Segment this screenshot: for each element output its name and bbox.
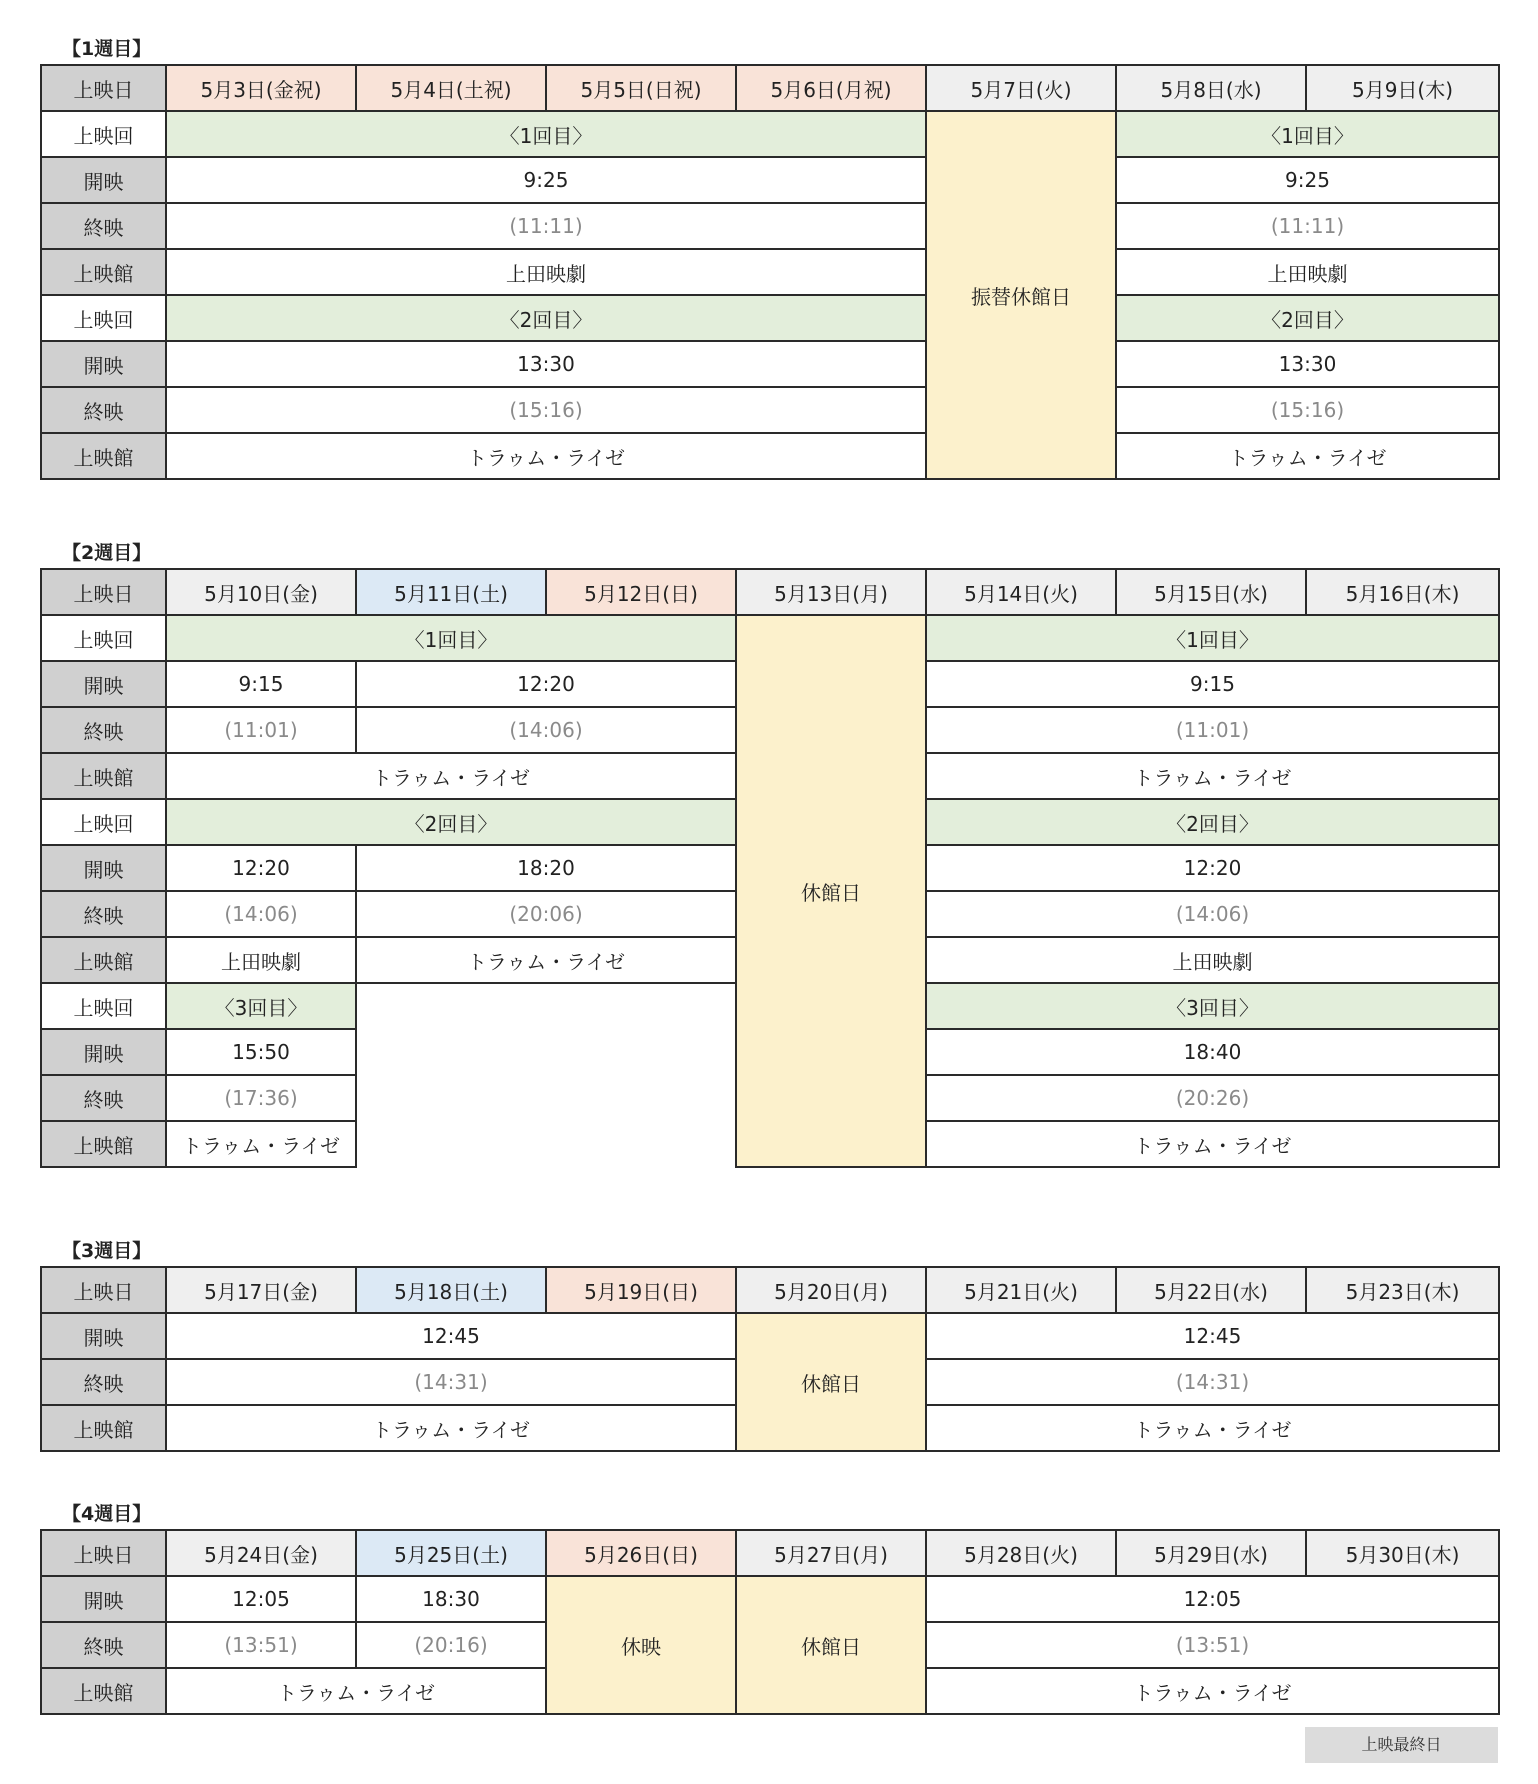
date-cell: 5月12日(日): [546, 569, 736, 615]
round-cell: 〈1回目〉: [926, 615, 1499, 661]
empty-cell: [356, 1029, 736, 1075]
start-time-cell: 18:30: [356, 1576, 546, 1622]
date-cell: 5月3日(金祝): [166, 65, 356, 111]
week1-date-row: [41, 65, 1499, 111]
no-show-cell: 休映: [546, 1576, 736, 1714]
date-cell: 5月17日(金): [166, 1267, 356, 1313]
date-cell: 5月27日(月): [736, 1530, 926, 1576]
venue-cell: トラゥム・ライゼ: [166, 1121, 356, 1167]
row-header-venue: 上映館: [41, 433, 166, 479]
venue-cell: トラゥム・ライゼ: [356, 937, 736, 983]
end-time-cell: (13:51): [926, 1622, 1499, 1668]
round-cell: 〈2回目〉: [926, 799, 1499, 845]
start-time-cell: 12:20: [356, 661, 736, 707]
row-header-end: 終映: [41, 1359, 166, 1405]
closed-day-cell: 休館日: [736, 1576, 926, 1714]
row-header-round: 上映回: [41, 295, 166, 341]
start-time-cell: 9:25: [166, 157, 926, 203]
start-time-cell: 9:15: [926, 661, 1499, 707]
row-header-end: 終映: [41, 203, 166, 249]
date-cell: 5月16日(木): [1306, 569, 1499, 615]
row-header-venue: 上映館: [41, 937, 166, 983]
date-cell: 5月22日(水): [1116, 1267, 1306, 1313]
round-cell: 〈3回目〉: [926, 983, 1499, 1029]
date-cell: 5月6日(月祝): [736, 65, 926, 111]
start-time-cell: 13:30: [1116, 341, 1499, 387]
row-header-venue: 上映館: [41, 249, 166, 295]
row-header-end: 終映: [41, 387, 166, 433]
start-time-cell: 12:20: [926, 845, 1499, 891]
date-cell: 5月13日(月): [736, 569, 926, 615]
week3-table: [40, 1266, 1500, 1452]
row-header-round: 上映回: [41, 615, 166, 661]
venue-cell: 上田映劇: [1116, 249, 1499, 295]
start-time-cell: 9:25: [1116, 157, 1499, 203]
week3-date-row: [41, 1267, 1499, 1313]
end-time-cell: (11:01): [166, 707, 356, 753]
date-cell: 5月23日(木): [1306, 1267, 1499, 1313]
start-time-cell: 12:45: [926, 1313, 1499, 1359]
row-header-venue: 上映館: [41, 753, 166, 799]
date-cell: 5月26日(日): [546, 1530, 736, 1576]
week4-table: [40, 1529, 1500, 1715]
week2-label: 【2週目】: [62, 542, 152, 564]
row-header-end: 終映: [41, 891, 166, 937]
row-header-start: 開映: [41, 341, 166, 387]
week2-date-row: [41, 569, 1499, 615]
last-day-legend: 上映最終日: [1305, 1727, 1498, 1763]
closed-day-cell: 休館日: [736, 1313, 926, 1451]
date-cell: 5月21日(火): [926, 1267, 1116, 1313]
venue-cell: トラゥム・ライゼ: [1116, 433, 1499, 479]
row-header-round: 上映回: [41, 111, 166, 157]
end-time-cell: (20:16): [356, 1622, 546, 1668]
venue-cell: トラゥム・ライゼ: [166, 1405, 736, 1451]
date-cell: 5月5日(日祝): [546, 65, 736, 111]
closed-day-cell: 振替休館日: [926, 111, 1116, 479]
round-cell: 〈1回目〉: [166, 615, 736, 661]
row-header-start: 開映: [41, 1313, 166, 1359]
row-header-venue: 上映館: [41, 1121, 166, 1167]
date-cell: 5月4日(土祝): [356, 65, 546, 111]
empty-cell: [356, 983, 736, 1029]
week1-label: 【1週目】: [62, 38, 152, 60]
date-cell: 5月19日(日): [546, 1267, 736, 1313]
end-time-cell: (11:11): [166, 203, 926, 249]
date-cell: 5月15日(水): [1116, 569, 1306, 615]
round-cell: 〈2回目〉: [166, 799, 736, 845]
round-cell: 〈2回目〉: [1116, 295, 1499, 341]
row-header-start: 開映: [41, 661, 166, 707]
row-header-date: 上映日: [41, 1530, 166, 1576]
empty-cell: [356, 1121, 736, 1167]
end-time-cell: (13:51): [166, 1622, 356, 1668]
venue-cell: トラゥム・ライゼ: [926, 753, 1499, 799]
week4-label: 【4週目】: [62, 1503, 152, 1525]
row-header-round: 上映回: [41, 799, 166, 845]
end-time-cell: (17:36): [166, 1075, 356, 1121]
date-cell: 5月29日(水): [1116, 1530, 1306, 1576]
end-time-cell: (14:06): [356, 707, 736, 753]
end-time-cell: (15:16): [166, 387, 926, 433]
venue-cell: トラゥム・ライゼ: [166, 753, 736, 799]
row-header-start: 開映: [41, 845, 166, 891]
end-time-cell: (14:31): [926, 1359, 1499, 1405]
end-time-cell: (11:01): [926, 707, 1499, 753]
end-time-cell: (14:06): [166, 891, 356, 937]
start-time-cell: 9:15: [166, 661, 356, 707]
start-time-cell: 18:20: [356, 845, 736, 891]
venue-cell: トラゥム・ライゼ: [926, 1668, 1499, 1714]
date-cell: 5月18日(土): [356, 1267, 546, 1313]
end-time-cell: (20:26): [926, 1075, 1499, 1121]
row-header-start: 開映: [41, 157, 166, 203]
week2-table: [40, 568, 1500, 1168]
start-time-cell: 18:40: [926, 1029, 1499, 1075]
round-cell: 〈1回目〉: [166, 111, 926, 157]
venue-cell: トラゥム・ライゼ: [926, 1405, 1499, 1451]
start-time-cell: 12:20: [166, 845, 356, 891]
round-cell: 〈2回目〉: [166, 295, 926, 341]
end-time-cell: (11:11): [1116, 203, 1499, 249]
end-time-cell: (15:16): [1116, 387, 1499, 433]
date-cell: 5月7日(火): [926, 65, 1116, 111]
venue-cell: 上田映劇: [166, 937, 356, 983]
date-cell: 5月28日(火): [926, 1530, 1116, 1576]
end-time-cell: (14:31): [166, 1359, 736, 1405]
date-cell: 5月8日(水): [1116, 65, 1306, 111]
start-time-cell: 12:05: [166, 1576, 356, 1622]
end-time-cell: (14:06): [926, 891, 1499, 937]
row-header-round: 上映回: [41, 983, 166, 1029]
date-cell: 5月9日(木): [1306, 65, 1499, 111]
row-header-venue: 上映館: [41, 1668, 166, 1714]
row-header-venue: 上映館: [41, 1405, 166, 1451]
round-cell: 〈3回目〉: [166, 983, 356, 1029]
week4-date-row: [41, 1530, 1499, 1576]
empty-cell: [356, 1075, 736, 1121]
row-header-end: 終映: [41, 1622, 166, 1668]
start-time-cell: 12:45: [166, 1313, 736, 1359]
venue-cell: 上田映劇: [166, 249, 926, 295]
row-header-start: 開映: [41, 1576, 166, 1622]
date-cell: 5月30日(木): [1306, 1530, 1499, 1576]
row-header-date: 上映日: [41, 65, 166, 111]
week1-table: [40, 64, 1500, 480]
row-header-end: 終映: [41, 1075, 166, 1121]
venue-cell: トラゥム・ライゼ: [926, 1121, 1499, 1167]
date-cell: 5月11日(土): [356, 569, 546, 615]
date-cell: 5月14日(火): [926, 569, 1116, 615]
row-header-start: 開映: [41, 1029, 166, 1075]
row-header-date: 上映日: [41, 1267, 166, 1313]
date-cell: 5月10日(金): [166, 569, 356, 615]
venue-cell: トラゥム・ライゼ: [166, 1668, 546, 1714]
row-header-end: 終映: [41, 707, 166, 753]
venue-cell: 上田映劇: [926, 937, 1499, 983]
row-header-date: 上映日: [41, 569, 166, 615]
venue-cell: トラゥム・ライゼ: [166, 433, 926, 479]
start-time-cell: 13:30: [166, 341, 926, 387]
start-time-cell: 12:05: [926, 1576, 1499, 1622]
date-cell: 5月25日(土): [356, 1530, 546, 1576]
date-cell: 5月20日(月): [736, 1267, 926, 1313]
closed-day-cell: 休館日: [736, 615, 926, 1167]
week3-label: 【3週目】: [62, 1240, 152, 1262]
round-cell: 〈1回目〉: [1116, 111, 1499, 157]
date-cell: 5月24日(金): [166, 1530, 356, 1576]
start-time-cell: 15:50: [166, 1029, 356, 1075]
end-time-cell: (20:06): [356, 891, 736, 937]
